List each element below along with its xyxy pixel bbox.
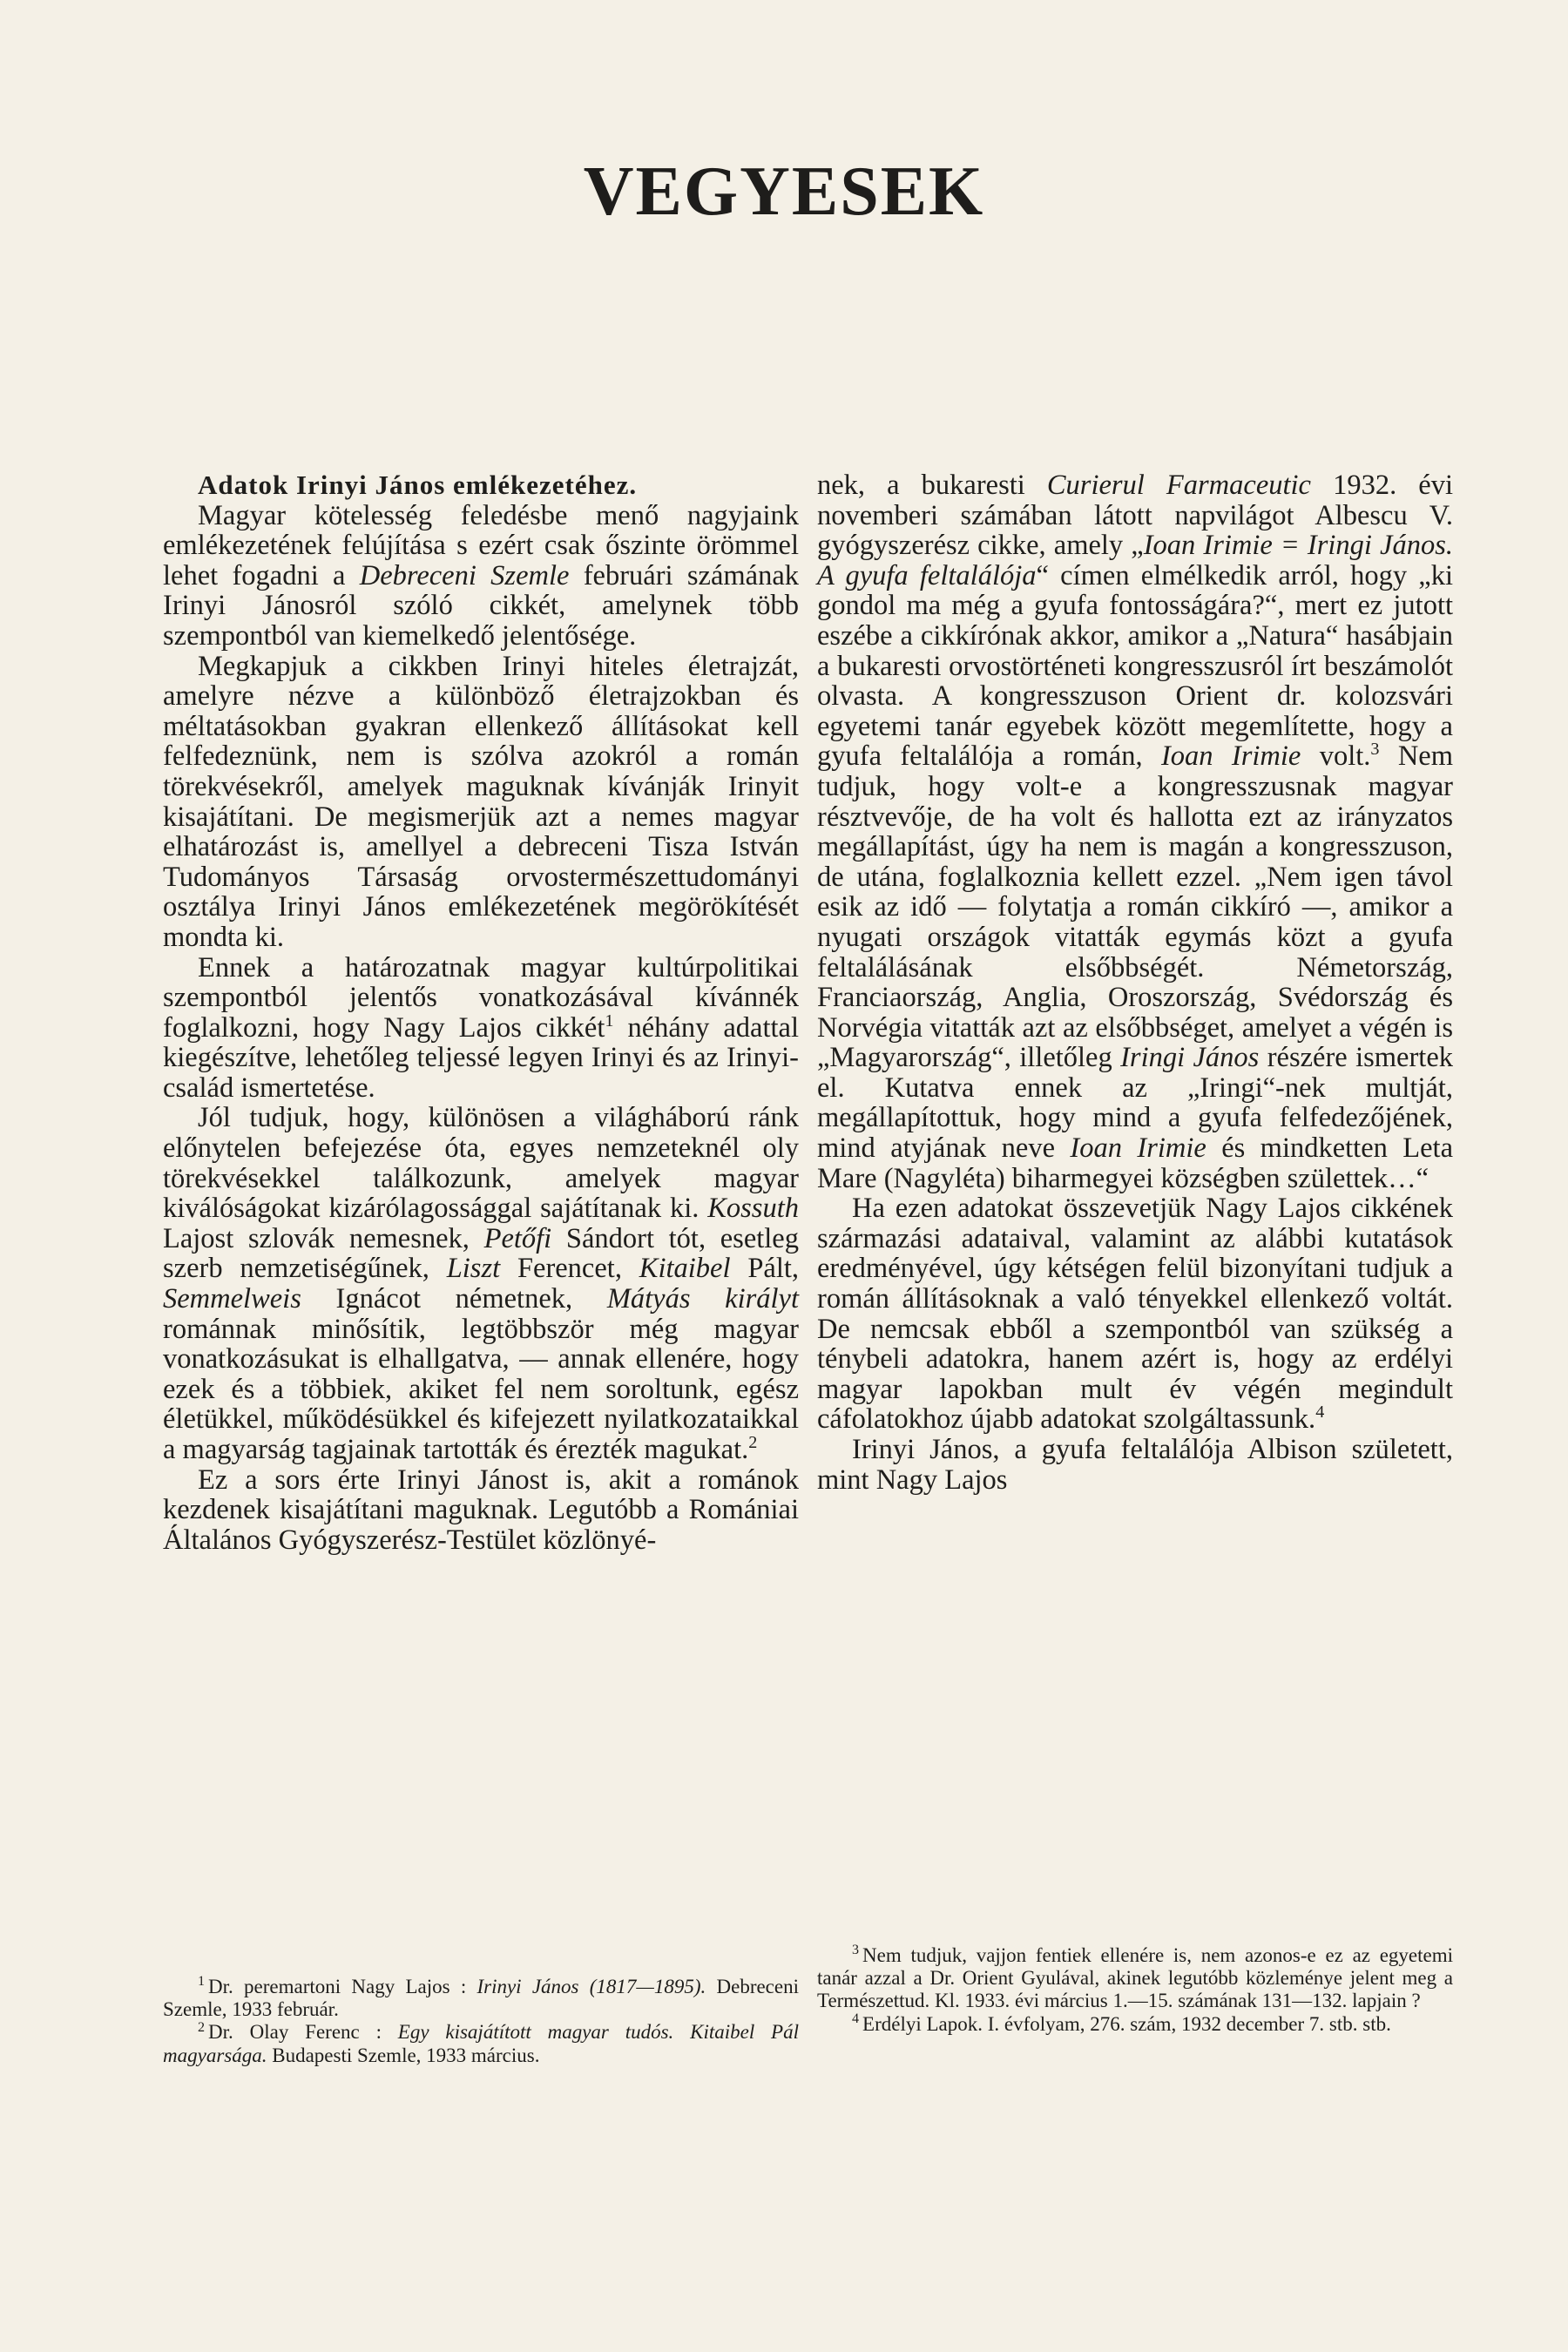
- footnote-ref: 4: [1315, 1402, 1325, 1423]
- italic-run: Iringi János: [1120, 1042, 1260, 1074]
- footnote: [163, 2021, 799, 2066]
- text-run: és mindketten Leta Mare (Nagyléta) biharmegyei községben születtek…“: [817, 1132, 1454, 1194]
- footnote-number: 4: [852, 2011, 860, 2026]
- italic-run: Ioan Irimie: [1160, 740, 1301, 773]
- italic-run: Ioan Irimie: [1070, 1132, 1206, 1165]
- text-run: Nem tudjuk, hogy volt-e a kongresszusnak magyar résztvevője, de ha volt és hallotta ezt az irányzatos megállapítást, úgy ha nem is magán a kongresszuson, de utána, foglalkoznia kellett ezzel. „Nem igen távol esik az idő — folytatja a román cikkíró —, amikor a nyugati országok vitatták egymás közt a gyufa feltalálásának elsőbbségét. Németország, Franciaország, Anglia, Oroszország, Svédország és Norvégia vitatták azt az elsőbbséget, amelyet a végén is „Magyarország“, illetőleg: [817, 740, 1454, 1074]
- left-column: [163, 470, 799, 1555]
- paragraph: [163, 1465, 799, 1556]
- text-run: Irinyi János, a gyufa feltalálója Albison született, mint Nagy Lajos: [817, 1434, 1453, 1496]
- text-run: Ez a sors érte Irinyi Jánost is, akit a románok kezdenek kisajátítani maguknak. Legutóbb a Romániai Általános Gyógyszerész-Testület közlönyé-: [163, 1463, 799, 1556]
- paragraph: [163, 652, 799, 953]
- paragraph: [163, 953, 799, 1104]
- text-run: Magyar kötelesség feledésbe menő nagyjaink emlékezetének felújítása s ezért csak őszinte örömmel lehet fogadni a: [163, 499, 799, 591]
- article-heading-text: Adatok Irinyi János emlékezetéhez.: [198, 470, 638, 500]
- footnote: [817, 2013, 1453, 2036]
- text-run: volt.: [1301, 740, 1371, 773]
- text-run: Jól tudjuk, hogy, különösen a világháború ránk előnytelen befejezése óta, egyes nemzeteknél oly törekvésekkel találkozunk, amelyek magyar kiválóságokat kizárólagossággal sajátítanak ki.: [163, 1102, 799, 1225]
- text-run: Ignácot németnek,: [301, 1283, 607, 1315]
- footnote-ref: 1: [605, 1010, 614, 1031]
- text-run: Ferencet,: [500, 1253, 639, 1285]
- text-run: Lajost szlovák nemesnek,: [163, 1222, 484, 1254]
- text-run: Budapesti Szemle, 1933 március.: [267, 2044, 540, 2066]
- italic-run: Liszt: [446, 1253, 501, 1285]
- text-run: Pált,: [730, 1253, 799, 1285]
- footnote: [163, 1976, 799, 2021]
- text-run: Debreceni Szemle, 1933 február.: [163, 1976, 799, 2021]
- text-run: Megkapjuk a cikkben Irinyi hiteles életrajzát, amelyre nézve a különböző életrajzokban és méltatásokban gyakran ellenkező állításokat kell felfedeznünk, nem is szólva azokról a román törekvésekről, amelyek maguknak kívánják Irinyit kisajátítani. De megismerjük azt a nemes magyar elhatározást is, amellyel a debreceni Tisza István Tudományos Társaság orvostermészettudományi osztálya Irinyi János emlékezetének megörökítését mondta ki.: [163, 650, 799, 953]
- footnote-number: 2: [198, 2019, 206, 2035]
- text-run: románnak minősítik, legtöbbször még magyar vonatkozásukat is elhallgatva, — annak ellenére, hogy ezek és a többiek, akiket fel nem soroltunk, egész életükkel, működésükkel és kifejezett nyilatkozataikkal a magyarság tagjainak tartották és érezték magukat.: [163, 1313, 799, 1465]
- italic-run: Kossuth: [707, 1193, 799, 1225]
- text-run: “ címen elmélkedik arról, hogy „ki gondol ma még a gyufa fontosságára?“, mert ez jutott eszébe a cikkírónak akkor, amikor a „Natura“ hasábjain a bukaresti orvostörténeti kongresszusról írt beszámolót olvasta. A kongresszuson Orient dr. kolozsvári egyetemi tanár egyebek között megemlítette, hogy a gyufa feltalálója a román,: [817, 559, 1453, 773]
- text-run: Dr. Olay Ferenc :: [208, 2021, 398, 2044]
- footnotes-left: [163, 1976, 799, 2067]
- text-run: februári számának Irinyi Jánosról szóló cikkét, amelynek több szempontból van kiemelkedő jelentősége.: [163, 559, 799, 652]
- italic-run: Egy kisajátított magyar tudós. Kitaibel Pál magyarsága.: [163, 2021, 799, 2066]
- italic-run: Semmelweis: [163, 1283, 301, 1315]
- text-run: néhány adattal kiegészítve, lehetőleg teljessé legyen Irinyi és az Irinyi-család ismertetése.: [163, 1011, 799, 1104]
- right-column: [817, 470, 1453, 1495]
- footnote: [817, 1944, 1453, 2013]
- italic-run: Debreceni Szemle: [359, 559, 570, 591]
- text-run: részére ismertek el. Kutatva ennek az „Iringi“-nek multját, megállapítottuk, hogy mind a gyufa felfedezőjének, mind atyjának neve: [817, 1042, 1453, 1165]
- paragraph: [163, 501, 799, 652]
- italic-run: Kitaibel: [639, 1253, 731, 1285]
- italic-run: Mátyás királyt: [606, 1283, 799, 1315]
- text-run: Erdélyi Lapok. I. évfolyam, 276. szám, 1932 december 7. stb. stb.: [862, 2012, 1391, 2035]
- page-title: VEGYESEK: [583, 153, 985, 230]
- footnote-ref: 2: [748, 1433, 758, 1453]
- text-run: Sándort tót, esetleg szerb nemzetiségűnek,: [163, 1222, 799, 1285]
- paragraph: [817, 1193, 1453, 1435]
- paragraph: [817, 470, 1453, 1193]
- footnote-number: 1: [198, 1974, 206, 1990]
- italic-run: Petőfi: [483, 1222, 552, 1254]
- footnote-ref: 3: [1370, 740, 1380, 760]
- text-run: Nem tudjuk, vajjon fentiek ellenére is, nem azonos-e ez az egyetemi tanár azzal a Dr. Orient Gyulával, akinek legutóbb közleménye jelent meg a Természettud. Kl. 1933. évi március 1.—15. számának 131—132. lapjain ?: [817, 1944, 1453, 2012]
- italic-run: Ioan Irimie = Iringi János. A gyufa feltalálója: [817, 530, 1453, 591]
- text-run: Ha ezen adatokat összevetjük Nagy Lajos cikkének származási adataival, valamint az alábbi kutatások eredményével, úgy kétségen felül bizonyítani tudjuk a román állításoknak a való tényekkel ellenkező voltát. De nemcsak ebből a szempontból van szükség a ténybeli adatokra, hanem azért is, hogy az erdélyi magyar lapokban mult év végén megindult cáfolatokhoz újabb adatokat szolgáltassunk.: [817, 1193, 1453, 1436]
- footnotes-right: [817, 1944, 1453, 2036]
- italic-run: Irinyi János (1817—1895).: [476, 1976, 706, 1997]
- paragraph: [163, 1103, 799, 1464]
- text-run: nek, a bukaresti: [817, 470, 1047, 501]
- text-run: Dr. peremartoni Nagy Lajos :: [208, 1976, 477, 1997]
- paragraph: [817, 1435, 1453, 1495]
- footnote-number: 3: [852, 1943, 860, 1958]
- text-run: Ennek a határozatnak magyar kultúrpolitikai szempontból jelentős vonatkozásával kívánnék foglalkozni, hogy Nagy Lajos cikkét: [163, 951, 799, 1044]
- text-run: 1932. évi novemberi számában látott napvilágot Albescu V. gyógyszerész cikke, amely „: [817, 470, 1453, 562]
- italic-run: Curierul Farmaceutic: [1046, 470, 1311, 501]
- article-heading: [163, 470, 799, 501]
